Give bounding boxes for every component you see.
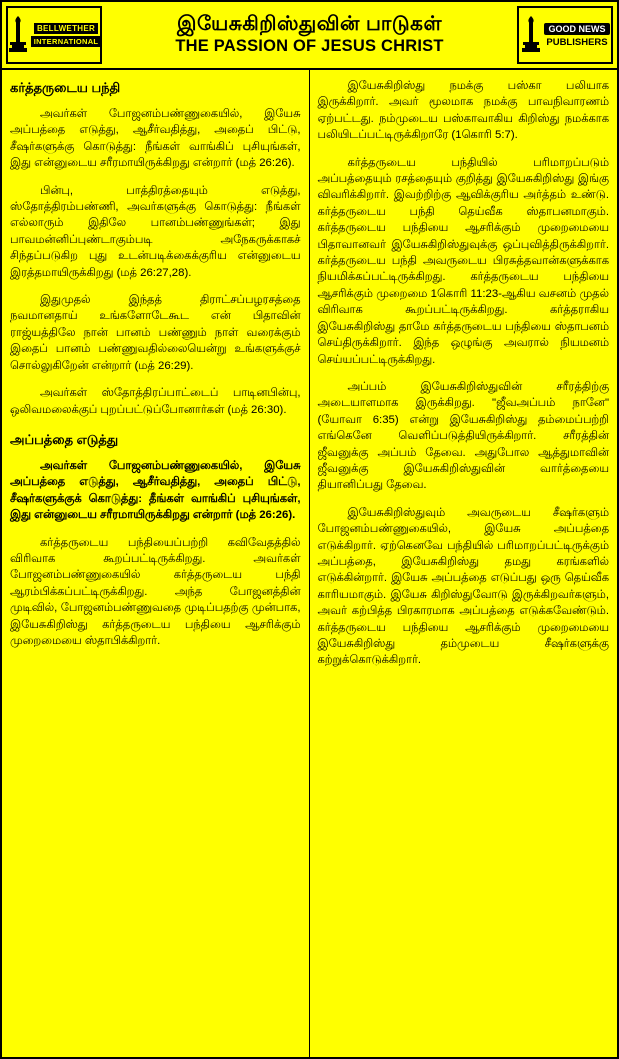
page-title-tamil: இயேசுகிறிஸ்துவின் பாடுகள் — [177, 13, 442, 35]
lamp-icon — [7, 15, 29, 55]
page-header — [2, 2, 617, 70]
paragraph: அவர்கள் ஸ்தோத்திரப்பாட்டைப் பாடினபின்பு, ஒலிவமலைக்குப் புறப்பட்டுப்போனார்கள் (மத் 26:30). — [10, 387, 301, 416]
bellwether-international-logo — [6, 6, 102, 64]
good-news-publishers-logo — [517, 6, 613, 64]
section-heading-took-bread: அப்பத்தை எடுத்து — [10, 431, 119, 447]
bellwether-logo-line2: INTERNATIONAL — [31, 36, 102, 47]
paragraph: இதுமுதல் இந்தத் திராட்சப்பழரசத்தை நவமானதாய் உங்களோடேகூட என் பிதாவின் ராஜ்யத்திலே நான் பானம் பண்ணும் நாள் வரைக்கும் இதைப் பானம் பண்ணுவதில்லையென்று உங்களுக்குச் சொல்லுகிறேன் என்றார் (மத் 26:29). — [10, 294, 301, 372]
article-body — [2, 70, 617, 1057]
lamp-icon — [520, 15, 542, 55]
good-news-logo-line1: GOOD NEWS — [544, 23, 609, 35]
paragraph: இயேசுகிறிஸ்துவும் அவருடைய சீஷர்களும் போஜனம்பண்ணுகையில், இயேசு அப்பத்தை எடுக்கிறார். ஏற்கெனவே பந்தியில் பரிமாறப்பட்டிருக்கும் அப்பத்தை, இயேசுகிறிஸ்து தமது கரங்களில் எடுக்கின்றார். இயேசு அப்பத்தை எடுப்பது ஒரு தெய்வீக காரியமாகும். இயேசு கிறிஸ்துவோடு இருக்கிறவர்களும், அவர் கற்பித்த பிரகாரமாக அப்பத்தை எடுக்கவேண்டும். கர்த்தருடைய பந்தியை ஆசரிக்கும் முறைமையை இயேசுகிறிஸ்து தம்முடைய சீஷர்களுக்கு கற்றுக்கொடுக்கிறார். — [317, 506, 609, 667]
paragraph: கர்த்தருடைய பந்தியில் பரிமாறப்படும் அப்பத்தையும் ரசத்தையும் குறித்து இயேசுகிறிஸ்து இங்கு விவரிக்கிறார். இவற்றிற்கு ஆவிக்குரிய அர்த்தம் உண்டு. கர்த்தருடைய பந்தி தெய்வீக ஸ்தாபனமாகும். கர்த்தருடைய பந்தியை ஆசரிக்கும் முறைமையை பிதாவானவர் இயேசுகிறிஸ்துவுக்கு ஒப்புவித்திருக்கிறார். கர்த்தருடைய பந்தி அவருடைய பிரசுத்தவான்களுக்காக நியமிக்கப்பட்டிருக்கிறது. கர்த்தருடைய பந்தியை ஆசரிக்கும் முறைமை 1கொரி 11:23-ஆகிய வசனம் முதல் விரிவாக கூறப்பட்டிருக்கிறது. கர்த்தராகிய இயேசுகிறிஸ்து தாமே கர்த்தருடைய பந்தியை ஸ்தாபனம் செய்திருக்கிறார். இந்த ஒழுங்கு அவரால் நியமனம் செய்யப்பட்டிருக்கிறது. — [317, 156, 609, 366]
bellwether-logo-text — [31, 23, 102, 47]
paragraph: அவர்கள் போஜனம்பண்ணுகையில், இயேசு அப்பத்தை எடுத்து, ஆசீர்வதித்து, அதைப் பிட்டு, சீஷர்களுக்கு கொடுத்து: நீங்கள் வாங்கிப் புசியுங்கள், இது என்னுடைய சரீரமாயிருக்கிறது என்றார் (மத் 26:26). — [10, 108, 301, 170]
section-heading-lords-table: கர்த்தருடைய பந்தி — [10, 80, 121, 95]
good-news-logo-text — [544, 23, 609, 48]
good-news-logo-line2: PUBLISHERS — [546, 36, 608, 48]
bellwether-logo-line1: BELLWETHER — [34, 23, 98, 34]
page-title-english: THE PASSION OF JESUS CHRIST — [175, 37, 444, 55]
paragraph-scripture-bold: அவர்கள் போஜனம்பண்ணுகையில், இயேசு அப்பத்தை எடுத்து, ஆசீர்வதித்து, அதைப் பிட்டு, சீஷர்களுக்குக் கொடுத்து: தீங்கள் வாங்கிப் புசியுங்கள், இது என்னுடைய சரீரமாயிருக்கிறது என்றார் (மத் 26:26). — [10, 459, 301, 522]
left-column — [2, 70, 310, 1057]
paragraph: அப்பம் இயேசுகிறிஸ்துவின் சரீரத்திற்கு அடையாளமாக இருக்கிறது. "ஜீவஅப்பம் நானே" (யோவா 6:35) என்று இயேசுகிறிஸ்து தம்மைப்பற்றி எங்கெனே வெளிப்படுத்தியிருக்கிறார். சரீரத்தின் ஜீவனுக்கு அப்பம் தேவை. அதுபோல ஆத்துமாவின் ஜீவனுக்கு இயேசுகிறிஸ்துவின் வார்த்தையை தியானிப்பது தேவை. — [317, 380, 609, 492]
page-title — [106, 2, 513, 68]
paragraph: பின்பு, பாத்திரத்தையும் எடுத்து, ஸ்தோத்திரம்பண்ணி, அவர்களுக்கு கொடுத்து: நீங்கள் எல்லாரும் இதிலே பானம்பண்ணுங்கள்; இது பாவமன்னிப்புண்டாகும்படி அநேகருக்காகச் சிந்தப்படுகிற புது உடன்படிக்கைக்குரிய என்னுடைய இரத்தமாயிருக்கிறது (மத் 26:27,28). — [10, 184, 301, 279]
paragraph: கர்த்தருடைய பந்தியைப்பற்றி கவிவேதத்தில் விரிவாக கூறப்பட்டிருக்கிறது. அவர்கள் போஜனம்பண்ணுகையில் கர்த்தருடைய பந்தி ஆரம்பிக்கப்பட்டிருக்கிறது. அந்த போஜனத்தின் முடிவில், போஜனம்பண்ணுவதை முடிப்பதற்கு முன்பாக, இயேசுகிறிஸ்து கர்த்தருடைய பந்தியை ஆசரிக்கும் முறைமையை ஸ்தாபிக்கிறார். — [10, 536, 301, 647]
paragraph: இயேசுகிறிஸ்து நமக்கு பஸ்கா பலியாக இருக்கிறார். அவர் மூலமாக நமக்கு பாவநிவாரணம் ஏற்பட்டது. நம்முடைய பஸ்காவாகிய கிறிஸ்து நமக்காக பலியிடப்பட்டிருக்கிறாரே (1கொரி 5:7). — [317, 80, 609, 142]
right-column — [310, 70, 618, 1057]
